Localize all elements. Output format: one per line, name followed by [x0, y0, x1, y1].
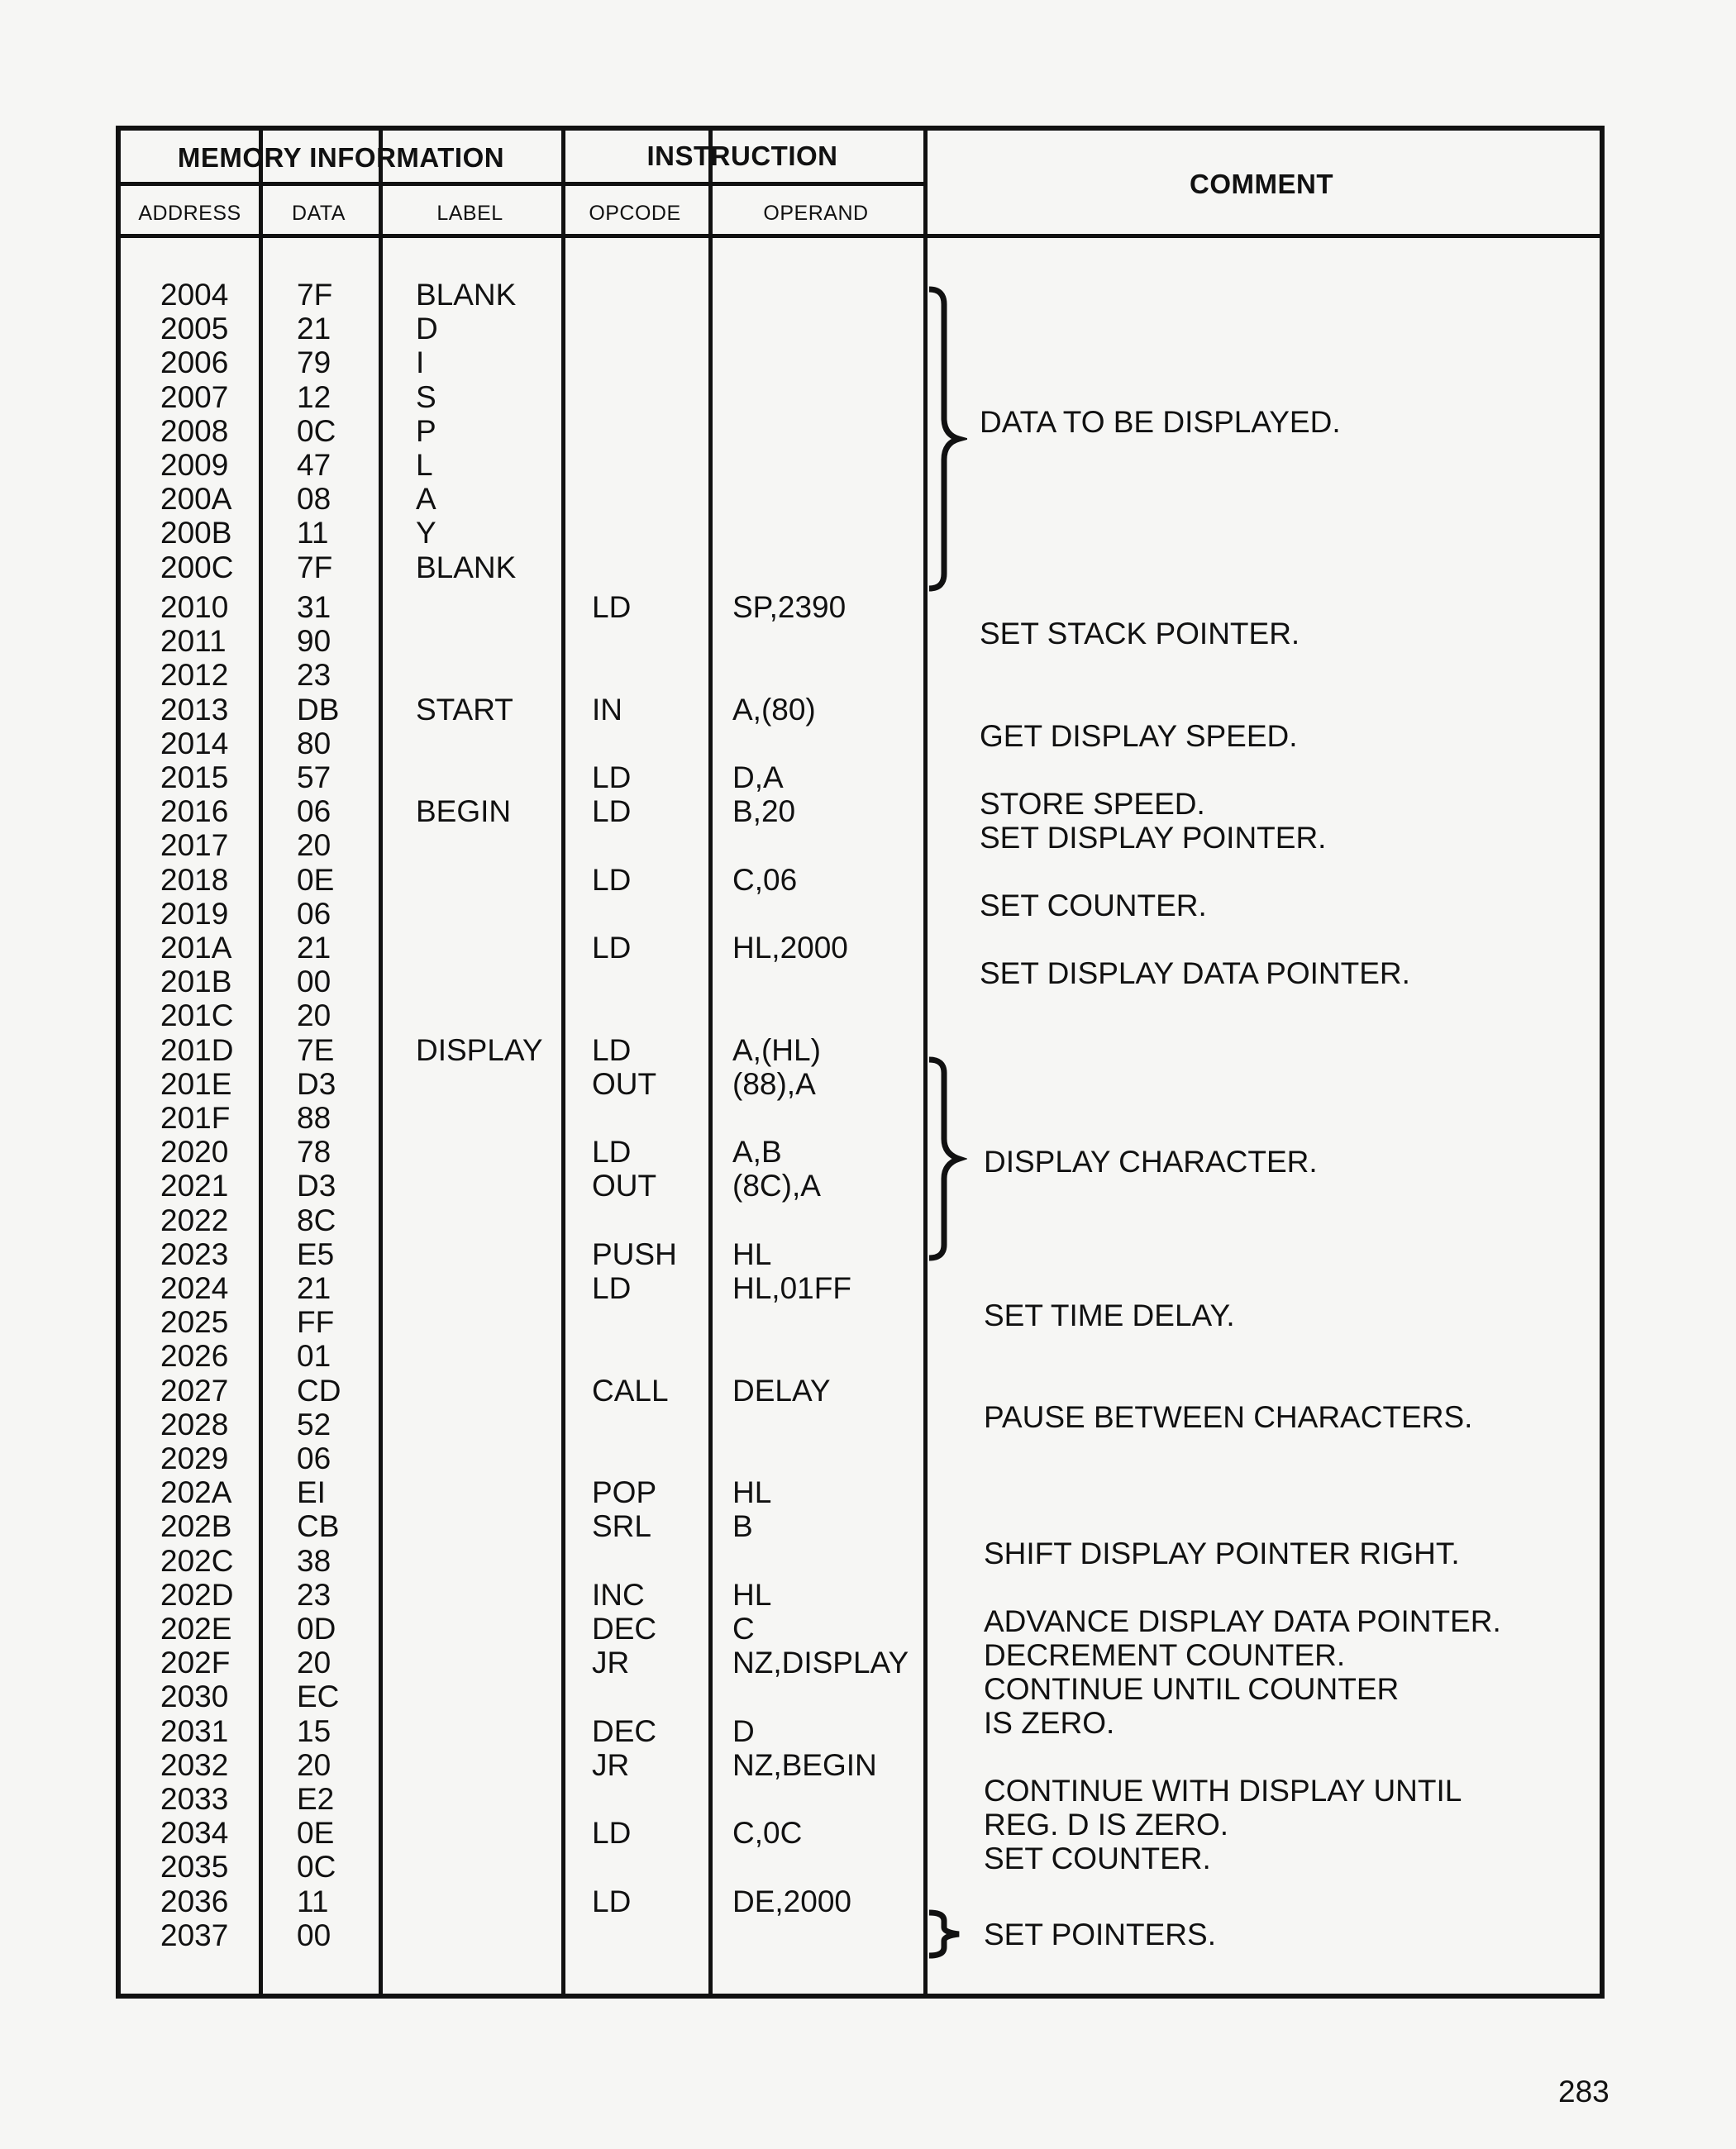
address-cell: 2028: [160, 1407, 229, 1441]
operand-cell: SP,2390: [732, 590, 847, 624]
opcode-cell: SRL: [592, 1509, 651, 1544]
opcode-cell: LD: [592, 590, 632, 624]
header-opcode: OPCODE: [589, 202, 681, 225]
table-row: [121, 1067, 1600, 1101]
comment-set-pointers: SET POINTERS.: [984, 1918, 1216, 1951]
label-cell: S: [416, 379, 436, 414]
comment-display-character: DISPLAY CHARACTER.: [984, 1145, 1318, 1179]
data-cell: EC: [297, 1680, 340, 1714]
address-cell: 2008: [160, 413, 229, 448]
label-cell: P: [416, 413, 436, 448]
comment-set-stack-pointer: SET STACK POINTER.: [980, 617, 1300, 650]
data-cell: CD: [297, 1373, 341, 1408]
opcode-cell: OUT: [592, 1066, 657, 1101]
program-listing-table: [116, 126, 1605, 1999]
opcode-cell: LD: [592, 1032, 632, 1067]
table-row: [121, 1339, 1600, 1373]
table-row: [121, 998, 1600, 1032]
data-cell: 06: [297, 1441, 331, 1475]
table-row: [121, 380, 1600, 414]
table-row: [121, 1441, 1600, 1475]
data-cell: 7E: [297, 1032, 335, 1067]
comment-advance-pointer: ADVANCE DISPLAY DATA POINTER.: [984, 1604, 1501, 1638]
operand-cell: NZ,DISPLAY: [732, 1646, 909, 1680]
comment-set-display-pointer: SET DISPLAY POINTER.: [980, 821, 1327, 855]
address-cell: 202E: [160, 1612, 232, 1646]
address-cell: 2025: [160, 1305, 229, 1340]
table-row: [121, 1475, 1600, 1509]
operand-cell: HL: [732, 1577, 772, 1612]
table-row: [121, 516, 1600, 550]
data-cell: 0C: [297, 1850, 336, 1885]
data-cell: E2: [297, 1782, 335, 1816]
address-cell: 202C: [160, 1543, 234, 1578]
data-cell: 23: [297, 1577, 331, 1612]
address-cell: 2006: [160, 345, 229, 380]
address-cell: 201A: [160, 931, 232, 965]
operand-cell: C: [732, 1612, 755, 1646]
header-address: ADDRESS: [138, 202, 241, 225]
operand-cell: B,20: [732, 794, 796, 829]
opcode-cell: OUT: [592, 1169, 657, 1203]
label-cell: A: [416, 482, 436, 517]
data-cell: 57: [297, 760, 331, 794]
comment-shift-pointer: SHIFT DISPLAY POINTER RIGHT.: [984, 1537, 1460, 1570]
address-cell: 2020: [160, 1135, 229, 1170]
address-cell: 201C: [160, 998, 234, 1033]
opcode-cell: LD: [592, 862, 632, 897]
data-cell: 00: [297, 965, 331, 999]
table-row: [121, 863, 1600, 897]
data-cell: 06: [297, 794, 331, 829]
opcode-cell: JR: [592, 1747, 630, 1782]
address-cell: 2031: [160, 1713, 229, 1748]
data-cell: 12: [297, 379, 331, 414]
label-cell: L: [416, 448, 433, 482]
label-cell: I: [416, 345, 425, 380]
data-cell: 79: [297, 345, 331, 380]
address-cell: 201E: [160, 1066, 232, 1101]
table-row: [121, 1714, 1600, 1748]
opcode-cell: LD: [592, 1135, 632, 1170]
opcode-cell: DEC: [592, 1612, 657, 1646]
brace-set-pointers: [926, 1909, 967, 1959]
table-row: [121, 590, 1600, 624]
operand-cell: HL,01FF: [732, 1271, 851, 1305]
operand-cell: (88),A: [732, 1066, 816, 1101]
address-cell: 2027: [160, 1373, 229, 1408]
address-cell: 201D: [160, 1032, 234, 1067]
header-bottom-rule: [121, 234, 1600, 238]
table-row: [121, 1101, 1600, 1135]
operand-cell: DELAY: [732, 1373, 831, 1408]
table-row: [121, 760, 1600, 794]
address-cell: 2034: [160, 1816, 229, 1851]
comment-continue-counter-line1: CONTINUE UNTIL COUNTER: [984, 1672, 1400, 1706]
brace-data-to-be-displayed: [926, 286, 967, 592]
label-cell: Y: [416, 516, 436, 550]
data-cell: 11: [297, 516, 329, 550]
comment-set-counter-2: SET COUNTER.: [984, 1842, 1211, 1875]
opcode-cell: IN: [592, 692, 622, 727]
data-cell: 88: [297, 1101, 331, 1135]
table-row: [121, 624, 1600, 658]
address-cell: 2018: [160, 862, 229, 897]
address-cell: 2021: [160, 1169, 229, 1203]
data-cell: 38: [297, 1543, 331, 1578]
opcode-cell: CALL: [592, 1373, 669, 1408]
data-cell: 80: [297, 726, 331, 760]
header-comment: COMMENT: [1190, 169, 1333, 199]
table-row: [121, 693, 1600, 727]
data-cell: 15: [297, 1713, 331, 1748]
address-cell: 2016: [160, 794, 229, 829]
data-cell: 90: [297, 624, 331, 659]
operand-cell: D: [732, 1713, 755, 1748]
operand-cell: B: [732, 1509, 753, 1544]
address-cell: 2007: [160, 379, 229, 414]
table-row: [121, 1237, 1600, 1271]
data-cell: 21: [297, 931, 331, 965]
data-cell: 11: [297, 1884, 329, 1918]
opcode-cell: DEC: [592, 1713, 657, 1748]
page-number: 283: [1558, 2075, 1610, 2108]
data-cell: D3: [297, 1169, 336, 1203]
table-row: [121, 414, 1600, 448]
data-cell: DB: [297, 692, 340, 727]
data-cell: 20: [297, 998, 331, 1033]
label-cell: BLANK: [416, 550, 517, 584]
header-divider: [121, 182, 923, 186]
address-cell: 2022: [160, 1203, 229, 1237]
address-cell: 2014: [160, 726, 229, 760]
data-cell: 31: [297, 590, 331, 624]
opcode-cell: JR: [592, 1646, 630, 1680]
data-cell: 08: [297, 482, 331, 517]
brace-display-character: [926, 1056, 967, 1261]
address-cell: 201F: [160, 1101, 231, 1135]
address-cell: 2005: [160, 312, 229, 346]
table-row: [121, 1850, 1600, 1884]
table-row: [121, 1918, 1600, 1952]
address-cell: 202A: [160, 1475, 232, 1510]
table-row: [121, 1271, 1600, 1305]
operand-cell: NZ,BEGIN: [732, 1747, 877, 1782]
operand-cell: A,B: [732, 1135, 782, 1170]
operand-cell: HL: [732, 1475, 772, 1510]
comment-continue-display-line2: REG. D IS ZERO.: [984, 1808, 1229, 1842]
operand-cell: D,A: [732, 760, 784, 794]
address-cell: 200A: [160, 482, 232, 517]
address-cell: 2032: [160, 1747, 229, 1782]
table-row: [121, 482, 1600, 516]
address-cell: 2015: [160, 760, 229, 794]
table-row: [121, 1135, 1600, 1169]
table-row: [121, 828, 1600, 862]
header-instruction: INSTRUCTION: [646, 141, 838, 171]
data-cell: D3: [297, 1066, 336, 1101]
data-cell: 21: [297, 312, 331, 346]
opcode-cell: LD: [592, 931, 632, 965]
data-cell: 20: [297, 828, 331, 863]
address-cell: 202D: [160, 1577, 234, 1612]
table-row: [121, 1203, 1600, 1237]
header-data: DATA: [292, 202, 346, 225]
data-cell: 23: [297, 658, 331, 693]
table-row: [121, 1885, 1600, 1918]
data-cell: 8C: [297, 1203, 336, 1237]
address-cell: 202F: [160, 1646, 231, 1680]
comment-decrement-counter: DECREMENT COUNTER.: [984, 1638, 1346, 1672]
header-operand: OPERAND: [763, 202, 869, 225]
address-cell: 2017: [160, 828, 229, 863]
comment-set-counter: SET COUNTER.: [980, 889, 1207, 922]
address-cell: 2023: [160, 1237, 229, 1271]
data-cell: 0D: [297, 1612, 336, 1646]
table-row: [121, 1305, 1600, 1339]
operand-cell: C,06: [732, 862, 798, 897]
address-cell: 2009: [160, 448, 229, 482]
data-cell: 21: [297, 1271, 331, 1305]
comment-set-time-delay: SET TIME DELAY.: [984, 1298, 1235, 1332]
header-memory-information: MEMORY INFORMATION: [177, 142, 505, 173]
opcode-cell: INC: [592, 1577, 645, 1612]
data-cell: 0E: [297, 862, 335, 897]
address-cell: 2030: [160, 1680, 229, 1714]
comment-data-to-be-displayed: DATA TO BE DISPLAYED.: [980, 405, 1341, 439]
operand-cell: HL: [732, 1237, 772, 1271]
data-cell: CB: [297, 1509, 340, 1544]
data-cell: 20: [297, 1646, 331, 1680]
operand-cell: C,0C: [732, 1816, 803, 1851]
table-row: [121, 1169, 1600, 1203]
address-cell: 2026: [160, 1339, 229, 1374]
table-row: [121, 345, 1600, 379]
label-cell: DISPLAY: [416, 1032, 543, 1067]
opcode-cell: LD: [592, 794, 632, 829]
data-cell: 01: [297, 1339, 331, 1374]
address-cell: 200C: [160, 550, 234, 584]
operand-cell: A,(HL): [732, 1032, 821, 1067]
data-cell: 06: [297, 896, 331, 931]
label-cell: START: [416, 692, 513, 727]
opcode-cell: PUSH: [592, 1237, 677, 1271]
address-cell: 2036: [160, 1884, 229, 1918]
table-row: [121, 658, 1600, 692]
operand-cell: A,(80): [732, 692, 816, 727]
address-cell: 2029: [160, 1441, 229, 1475]
table-row: [121, 794, 1600, 828]
opcode-cell: LD: [592, 760, 632, 794]
data-cell: 78: [297, 1135, 331, 1170]
data-cell: 00: [297, 1918, 331, 1952]
data-cell: 0E: [297, 1816, 335, 1851]
operand-cell: (8C),A: [732, 1169, 821, 1203]
data-cell: 47: [297, 448, 331, 482]
address-cell: 2004: [160, 278, 229, 312]
address-cell: 2010: [160, 590, 229, 624]
address-cell: 2012: [160, 658, 229, 693]
opcode-cell: LD: [592, 1884, 632, 1918]
label-cell: BEGIN: [416, 794, 512, 829]
table-row: [121, 278, 1600, 312]
table-row: [121, 897, 1600, 931]
address-cell: 2013: [160, 692, 229, 727]
data-cell: 7F: [297, 278, 333, 312]
operand-cell: DE,2000: [732, 1884, 851, 1918]
data-cell: FF: [297, 1305, 335, 1340]
data-cell: 7F: [297, 550, 333, 584]
operand-cell: HL,2000: [732, 931, 848, 965]
address-cell: 2019: [160, 896, 229, 931]
data-cell: EI: [297, 1475, 326, 1510]
address-cell: 2037: [160, 1918, 229, 1952]
comment-continue-counter-line2: IS ZERO.: [984, 1706, 1115, 1740]
table-row: [121, 1033, 1600, 1067]
comment-store-speed: STORE SPEED.: [980, 787, 1205, 821]
address-cell: 2011: [160, 624, 227, 659]
table-row: [121, 448, 1600, 482]
table-row: [121, 550, 1600, 584]
label-cell: D: [416, 312, 438, 346]
address-cell: 2033: [160, 1782, 229, 1816]
opcode-cell: LD: [592, 1271, 632, 1305]
comment-pause: PAUSE BETWEEN CHARACTERS.: [984, 1400, 1473, 1434]
data-cell: 52: [297, 1407, 331, 1441]
comment-continue-display-line1: CONTINUE WITH DISPLAY UNTIL: [984, 1774, 1462, 1808]
address-cell: 2024: [160, 1271, 229, 1305]
opcode-cell: LD: [592, 1816, 632, 1851]
data-cell: 20: [297, 1747, 331, 1782]
data-cell: 0C: [297, 413, 336, 448]
label-cell: BLANK: [416, 278, 517, 312]
address-cell: 201B: [160, 965, 232, 999]
header-label: LABEL: [436, 202, 503, 225]
data-cell: E5: [297, 1237, 335, 1271]
address-cell: 2035: [160, 1850, 229, 1885]
table-row: [121, 1816, 1600, 1850]
opcode-cell: POP: [592, 1475, 657, 1510]
comment-set-display-data-pointer: SET DISPLAY DATA POINTER.: [980, 956, 1410, 990]
comment-get-display-speed: GET DISPLAY SPEED.: [980, 719, 1298, 753]
table-row: [121, 312, 1600, 345]
address-cell: 202B: [160, 1509, 232, 1544]
table-row: [121, 727, 1600, 760]
address-cell: 200B: [160, 516, 232, 550]
